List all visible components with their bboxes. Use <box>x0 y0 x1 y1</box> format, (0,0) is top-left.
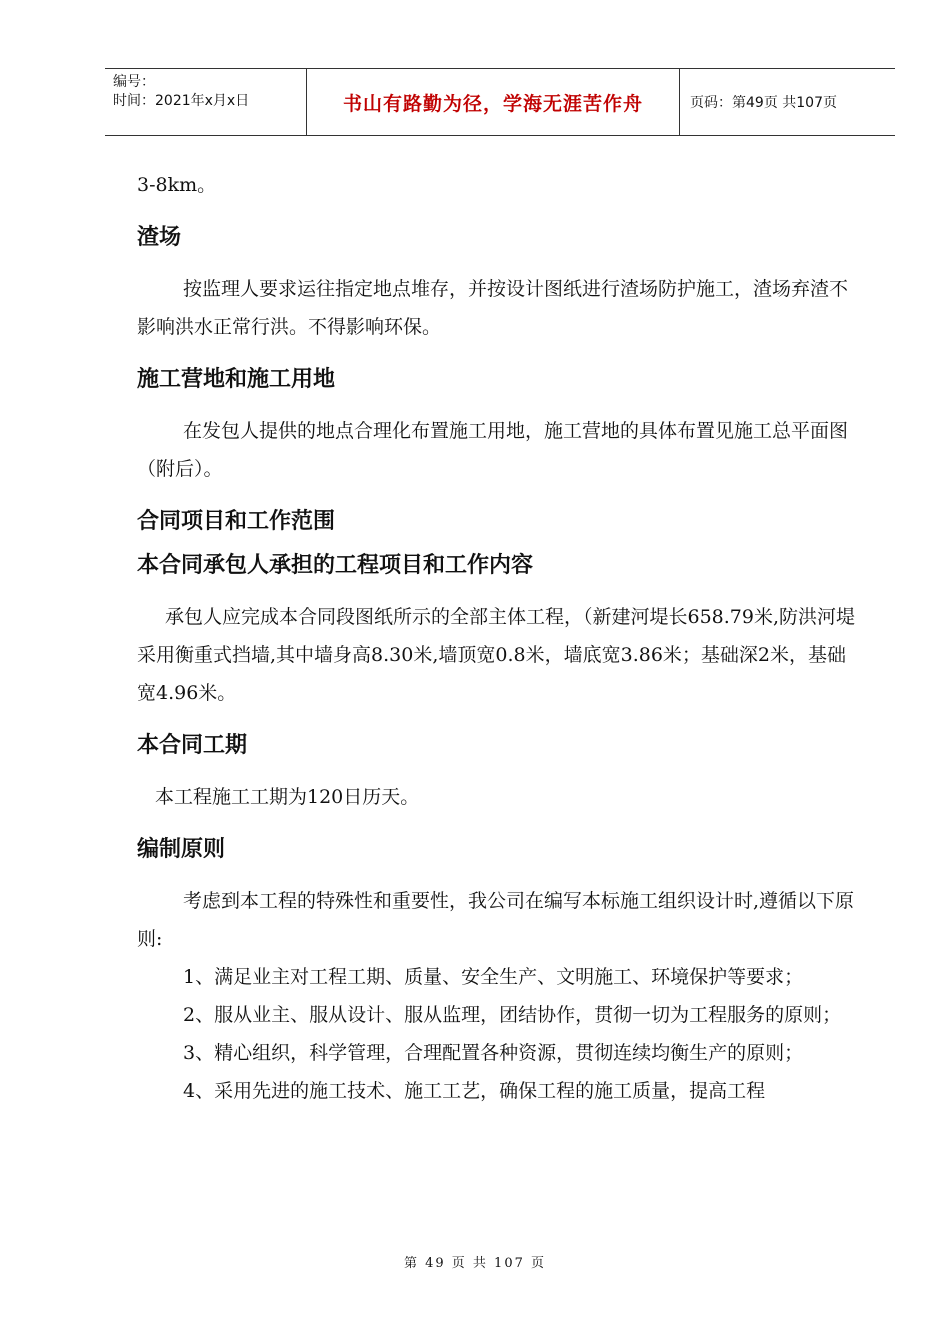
motto-text: 书山有路勤为径，学海无涯苦作舟 <box>342 92 643 115</box>
list-item: 1、满足业主对工程工期、质量、安全生产、文明施工、环境保护等要求； <box>183 966 804 988</box>
header-motto-cell <box>307 69 680 135</box>
header-left-cell <box>105 69 307 135</box>
page-footer: 第 49 页 共 107 页 <box>403 1256 547 1271</box>
page-label: 页码：第49页 共107页 <box>690 95 837 111</box>
list-item: 4、采用先进的施工技术、施工工艺，确保工程的施工质量，提高工程 <box>183 1080 766 1102</box>
heading-camp: 施工营地和施工用地 <box>137 367 336 392</box>
heading-scope: 合同项目和工作范围 <box>137 509 336 534</box>
heading-period: 本合同工期 <box>137 733 248 758</box>
paragraph-period: 本工程施工工期为120日历天。 <box>155 786 420 808</box>
heading-slag: 渣场 <box>137 225 182 250</box>
page-header <box>105 68 895 136</box>
paragraph-slag: 按监理人要求运往指定地点堆存，并按设计图纸进行渣场防护施工，渣场弃渣不影响洪水正常行洪。不得影响环保。 <box>137 278 849 338</box>
paragraph-scope: 承包人应完成本合同段图纸所示的全部主体工程，（新建河堤长658.79米,防洪河堤采用衡重式挡墙,其中墙身高8.30米,墙顶宽0.8米，墙底宽3.86米；基础深2米，基础宽4.96米。 <box>137 606 856 704</box>
paragraph-principle: 考虑到本工程的特殊性和重要性，我公司在编写本标施工组织设计时,遵循以下原则: <box>137 890 855 950</box>
time-label: 时间：2021年x月x日 <box>113 93 250 109</box>
paragraph-camp: 在发包人提供的地点合理化布置施工用地，施工营地的具体布置见施工总平面图（附后）。 <box>137 420 849 480</box>
list-item: 2、服从业主、服从设计、服从监理，团结协作，贯彻一切为工程服务的原则； <box>183 1004 842 1026</box>
list-item: 3、精心组织，科学管理，合理配置各种资源，贯彻连续均衡生产的原则； <box>183 1042 804 1064</box>
code-label: 编号： <box>113 74 155 90</box>
heading-principle: 编制原则 <box>137 837 226 862</box>
header-page-cell <box>680 69 895 135</box>
intro-fragment: 3-8km。 <box>137 174 217 196</box>
document-body <box>137 166 864 1110</box>
heading-scope-sub: 本合同承包人承担的工程项目和工作内容 <box>137 553 534 578</box>
